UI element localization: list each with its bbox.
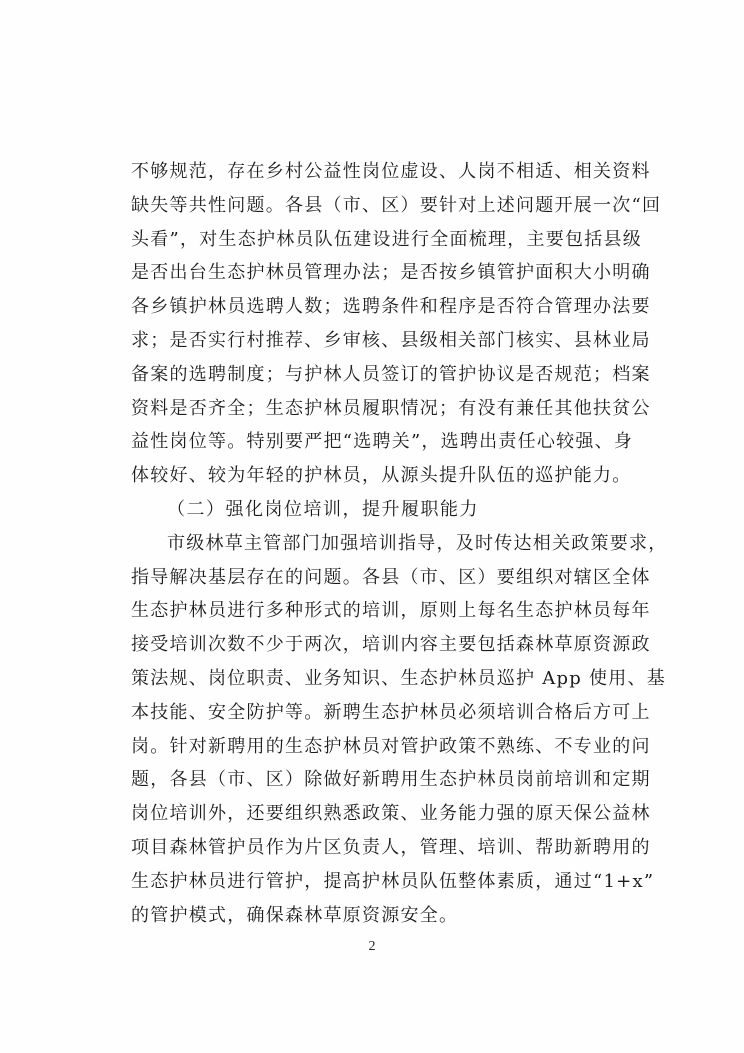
paragraph-line: 岗位培训外，还要组织熟悉政策、业务能力强的原天保公益林 (131, 803, 651, 825)
paragraph-line: 接受培训次数不少于两次，培训内容主要包括森林草原资源政 (131, 634, 651, 656)
paragraph-line: 岗。针对新聘用的生态护林员对管护政策不熟练、不专业的问 (131, 735, 651, 757)
page-number: 2 (368, 939, 376, 954)
paragraph-line: 求；是否实行村推荐、乡审核、县级相关部门核实、县林业局 (131, 329, 651, 351)
paragraph-line: 益性岗位等。特别要严把“选聘关”，选聘出责任心较强、身 (131, 431, 634, 453)
paragraph-line: 的管护模式，确保森林草原资源安全。 (131, 904, 459, 926)
paragraph-line: 缺失等共性问题。各县（市、区）要针对上述问题开展一次“回 (131, 194, 662, 216)
paragraph-line: 资料是否齐全；生态护林员履职情况；有没有兼任其他扶贫公 (131, 397, 651, 419)
paragraph-line: 指导解决基层存在的问题。各县（市、区）要组织对辖区全体 (131, 566, 651, 588)
paragraph-line: 各乡镇护林员选聘人数；选聘条件和程序是否符合管理办法要 (131, 296, 651, 318)
body-text (131, 155, 668, 932)
paragraph-line: 策法规、岗位职责、业务知识、生态护林员巡护 App 使用、基 (131, 667, 666, 689)
section-heading: （二）强化岗位培训，提升履职能力 (167, 498, 479, 520)
paragraph-line: 市级林草主管部门加强培训指导，及时传达相关政策要求， (167, 532, 668, 554)
paragraph-line: 头看”，对生态护林员队伍建设进行全面梳理，主要包括县级 (131, 228, 642, 250)
paragraph-line: 备案的选聘制度；与护林人员签订的管护协议是否规范；档案 (131, 363, 651, 385)
paragraph-line: 是否出台生态护林员管理办法；是否按乡镇管护面积大小明确 (131, 262, 651, 284)
paragraph-line: 题，各县（市、区）除做好新聘用生态护林员岗前培训和定期 (131, 769, 651, 791)
paragraph-line: 生态护林员进行多种形式的培训，原则上每名生态护林员每年 (131, 600, 651, 622)
paragraph-line: 生态护林员进行管护，提高护林员队伍整体素质，通过“1+x” (131, 870, 655, 892)
paragraph-line: 本技能、安全防护等。新聘生态护林员必须培训合格后方可上 (131, 701, 651, 723)
paragraph-line: 体较好、较为年轻的护林员，从源头提升队伍的巡护能力。 (131, 465, 632, 487)
paragraph-line: 不够规范，存在乡村公益性岗位虚设、人岗不相适、相关资料 (131, 161, 651, 182)
paragraph-line: 项目森林管护员作为片区负责人，管理、培训、帮助新聘用的 (131, 836, 651, 858)
